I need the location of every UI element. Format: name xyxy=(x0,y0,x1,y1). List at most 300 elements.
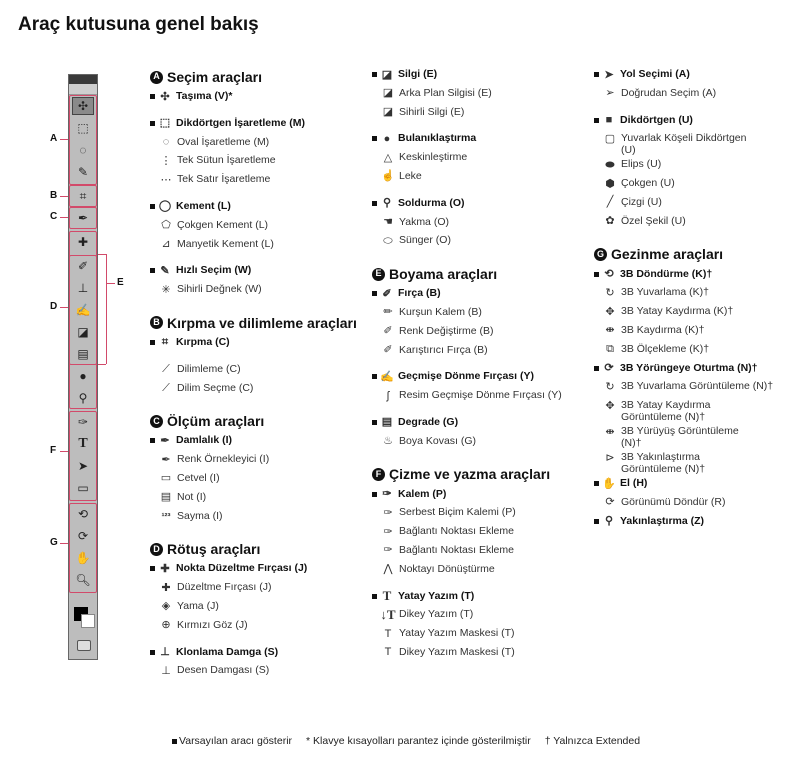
tool-label: Silgi (E) xyxy=(398,68,438,80)
tool-label: Yol Seçimi (A) xyxy=(620,68,690,80)
item-gap xyxy=(150,190,370,198)
tool-item xyxy=(594,341,799,360)
magnetic-lasso-icon: ⊿ xyxy=(161,238,171,251)
default-marker-icon xyxy=(372,420,377,425)
tool-item xyxy=(150,489,370,508)
section-heading xyxy=(150,312,370,334)
group-label-a: A xyxy=(50,133,58,144)
default-tool-item xyxy=(150,115,370,134)
section-letter-badge: E xyxy=(372,268,385,281)
default-tool-item xyxy=(150,644,370,663)
tool-label: Yakınlaştırma (Z) xyxy=(620,514,705,527)
smudge-icon: ☝ xyxy=(381,170,395,183)
tool-label: Karıştırıcı Fırça (B) xyxy=(399,343,488,356)
tool-label: Tek Sütun İşaretleme xyxy=(177,154,276,167)
tool-item xyxy=(594,303,799,322)
group-a-leader xyxy=(60,139,68,140)
background-color-swatch[interactable] xyxy=(81,614,95,628)
sponge-icon: ⬭ xyxy=(383,234,393,247)
eyedropper-tool-icon[interactable]: ✒ xyxy=(77,211,89,225)
default-tool-item xyxy=(372,588,592,607)
tool-item xyxy=(372,168,592,187)
section-gap xyxy=(150,398,370,410)
tool-item xyxy=(150,380,370,399)
type-icon: T xyxy=(382,588,392,604)
section-letter-badge: B xyxy=(150,316,163,329)
tool-item xyxy=(594,284,799,303)
quick-select-tool-icon[interactable]: ✎ xyxy=(77,165,89,179)
patch-icon: ◈ xyxy=(161,600,171,613)
zoom-icon: ⚲ xyxy=(604,515,614,528)
default-tool-item xyxy=(594,475,799,494)
tool-label: 3B Yatay Kaydırma (K)† xyxy=(621,305,734,318)
default-tool-item xyxy=(594,112,799,131)
group-c-outline xyxy=(69,207,97,229)
burn-icon: ☚ xyxy=(383,216,393,229)
section-gap xyxy=(594,232,799,244)
tool-label: Özel Şekil (U) xyxy=(621,214,686,227)
vertical-mask-icon: T xyxy=(384,646,392,659)
section-title: Boyama araçları xyxy=(389,265,498,282)
tool-label: Elips (U) xyxy=(621,158,662,171)
item-gap xyxy=(150,353,370,361)
tool-label: Renk Örnekleyici (I) xyxy=(177,453,270,466)
line-icon: ╱ xyxy=(606,196,614,209)
tool-label: Çokgen (U) xyxy=(621,177,675,190)
count-icon: ¹²³ xyxy=(161,511,171,522)
direct-select-icon: ➢ xyxy=(605,87,615,100)
tool-label: Nokta Düzeltme Fırçası (J) xyxy=(176,562,308,575)
tool-label: Kırpma (C) xyxy=(176,335,230,348)
spot-heal-icon: ✚ xyxy=(160,562,170,575)
default-marker-icon xyxy=(150,340,155,345)
section-heading xyxy=(150,410,370,432)
tool-item xyxy=(372,304,592,323)
path-select-tool-icon[interactable]: ➤ xyxy=(77,459,89,473)
tool-label: Boya Kovası (G) xyxy=(399,434,477,447)
3d-orbit-tool-icon[interactable]: ⟳ xyxy=(77,529,89,543)
tool-label: Sihirli Silgi (E) xyxy=(399,105,465,118)
crop-tool-icon[interactable]: ⌗ xyxy=(79,188,87,203)
default-tool-item xyxy=(594,513,799,532)
tool-label: Not (I) xyxy=(177,490,207,503)
type-tool-icon[interactable]: T xyxy=(78,436,88,451)
default-marker-icon xyxy=(150,204,155,209)
default-tool-item xyxy=(150,432,370,451)
heal-brush-icon: ✚ xyxy=(161,581,171,594)
tool-label: Yuvarlak Köşeli Dikdörtgen (U) xyxy=(621,132,747,157)
tool-label: Yatay Yazım (T) xyxy=(398,589,475,602)
tool-item xyxy=(372,561,592,580)
default-marker-icon xyxy=(372,492,377,497)
column-1 xyxy=(150,66,370,681)
tool-label: Resim Geçmişe Dönme Fırçası (Y) xyxy=(399,389,562,402)
default-marker-icon xyxy=(372,374,377,379)
tool-label: Soldurma (O) xyxy=(398,196,465,209)
3d-scale-icon: ⧉ xyxy=(606,343,614,356)
tool-item xyxy=(594,194,799,213)
tool-label: Desen Damgası (S) xyxy=(177,664,270,677)
tool-item xyxy=(372,644,592,663)
eraser-icon: ◪ xyxy=(381,68,393,81)
lasso-icon: ◯ xyxy=(158,200,172,213)
item-gap xyxy=(372,580,592,588)
brush-icon: ✐ xyxy=(382,287,392,300)
toolbox-header xyxy=(69,75,97,84)
lasso-tool-icon[interactable]: ◌ xyxy=(79,143,87,157)
tool-item xyxy=(372,214,592,233)
footer-extended-note: † Yalnızca Extended xyxy=(544,735,641,747)
group-label-e: E xyxy=(117,277,124,288)
tool-item xyxy=(150,361,370,380)
tool-item xyxy=(594,378,799,397)
section-letter-badge: D xyxy=(150,543,163,556)
tool-item xyxy=(150,579,370,598)
custom-shape-icon: ✿ xyxy=(605,215,615,228)
section-title: Çizme ve yazma araçları xyxy=(389,466,551,483)
default-marker-icon xyxy=(172,739,177,744)
rounded-rect-icon: ▢ xyxy=(604,132,616,145)
tool-item xyxy=(150,171,370,190)
tool-label: 3B Döndürme (K)† xyxy=(620,267,713,280)
default-tool-item xyxy=(150,88,370,107)
default-tool-item xyxy=(150,198,370,217)
default-marker-icon xyxy=(150,650,155,655)
item-gap xyxy=(372,406,592,414)
ellipse-marquee-icon: ◌ xyxy=(162,136,170,149)
section-title: Rötuş araçları xyxy=(167,541,261,557)
section-heading xyxy=(594,244,799,266)
tool-item xyxy=(150,281,370,300)
default-tool-item xyxy=(372,130,592,149)
slice-icon: ⟋ xyxy=(162,363,170,376)
column-3 xyxy=(594,66,799,532)
default-tool-item xyxy=(594,66,799,85)
column-2 xyxy=(372,66,592,663)
convert-point-icon: ⋀ xyxy=(383,563,393,576)
eyedropper-icon: ✒ xyxy=(160,434,170,447)
bg-eraser-icon: ◪ xyxy=(382,87,394,100)
section-letter-badge: F xyxy=(372,468,385,481)
magic-wand-icon: ✳ xyxy=(161,283,171,296)
tool-item xyxy=(150,451,370,470)
toolbox-panel xyxy=(68,74,98,660)
rectangle-icon: ■ xyxy=(605,114,613,127)
add-anchor-icon: ✑ xyxy=(383,525,393,538)
delete-anchor-icon: ✑ xyxy=(383,544,393,557)
group-e-bracket-top xyxy=(98,254,106,255)
tool-label: 3B Yakınlaştırma Görüntüleme (N)† xyxy=(621,451,706,476)
tool-item xyxy=(372,323,592,342)
shape-tool-icon[interactable]: ▭ xyxy=(77,481,89,495)
default-marker-icon xyxy=(594,519,599,524)
mixer-brush-icon: ✐ xyxy=(383,344,393,357)
slice-select-icon: ⟋ xyxy=(162,382,170,395)
section-heading xyxy=(372,263,592,285)
tool-item xyxy=(150,508,370,527)
paint-bucket-icon: ♨ xyxy=(383,435,393,448)
vertical-type-icon: ↓T xyxy=(380,606,396,622)
group-d-leader xyxy=(60,307,68,308)
color-sampler-icon: ✒ xyxy=(161,453,171,466)
tool-item xyxy=(150,662,370,681)
eraser-tool-icon[interactable]: ◪ xyxy=(77,325,89,339)
tool-item xyxy=(372,149,592,168)
default-tool-item xyxy=(150,262,370,281)
tool-label: Çokgen Kement (L) xyxy=(177,218,269,231)
default-marker-icon xyxy=(372,72,377,77)
tool-item xyxy=(372,232,592,251)
3d-pan-view-icon: ✥ xyxy=(605,399,615,412)
default-marker-icon xyxy=(372,201,377,206)
item-gap xyxy=(150,254,370,262)
group-label-g: G xyxy=(50,537,58,548)
ruler-icon: ▭ xyxy=(160,472,172,485)
tool-label: Manyetik Kement (L) xyxy=(177,237,274,250)
tool-item xyxy=(372,542,592,561)
pen-tool-icon[interactable]: ✑ xyxy=(77,415,89,429)
history-brush-icon: ✍ xyxy=(380,370,394,383)
default-tool-item xyxy=(594,360,799,379)
tool-label: Damlalık (I) xyxy=(176,434,233,447)
healing-tool-icon[interactable]: ✚ xyxy=(77,235,89,249)
section-heading xyxy=(372,464,592,486)
tool-label: Kalem (P) xyxy=(398,487,447,500)
footer-default-legend xyxy=(172,735,292,747)
section-letter-badge: G xyxy=(594,248,607,261)
default-marker-icon xyxy=(150,121,155,126)
magic-eraser-icon: ◪ xyxy=(382,106,394,119)
tool-label: Dikey Yazım Maskesi (T) xyxy=(399,645,515,658)
polygon-lasso-icon: ⬠ xyxy=(161,219,171,232)
history-brush-tool-icon[interactable]: ✍ xyxy=(75,303,91,317)
tool-item xyxy=(372,504,592,523)
default-tool-item xyxy=(372,195,592,214)
tool-label: Dilim Seçme (C) xyxy=(177,381,254,394)
3d-orbit-icon: ⟳ xyxy=(604,362,614,375)
default-marker-icon xyxy=(594,366,599,371)
item-gap xyxy=(372,187,592,195)
3d-rotate-tool-icon[interactable]: ⟲ xyxy=(77,507,89,521)
quick-mask-icon[interactable] xyxy=(77,640,91,651)
tool-label: Serbest Biçim Kalemi (P) xyxy=(399,506,516,519)
tool-item xyxy=(594,130,799,156)
section-gap xyxy=(150,526,370,538)
crop-icon: ⌗ xyxy=(161,336,169,349)
zoom-tool-icon[interactable]: 🔍︎ xyxy=(75,573,91,587)
item-gap xyxy=(150,636,370,644)
tool-label: Leke xyxy=(399,169,422,182)
default-tool-item xyxy=(372,285,592,304)
item-gap xyxy=(372,122,592,130)
tool-label: El (H) xyxy=(620,477,648,490)
tool-item xyxy=(594,322,799,341)
default-tool-item xyxy=(594,266,799,285)
item-gap xyxy=(594,104,799,112)
tool-label: Kırmızı Göz (J) xyxy=(177,618,248,631)
section-title: Ölçüm araçları xyxy=(167,413,265,430)
tool-label: Yama (J) xyxy=(177,599,219,612)
tool-label: Fırça (B) xyxy=(398,287,441,300)
rect-marquee-icon: ⬚ xyxy=(159,117,171,130)
group-label-f: F xyxy=(50,445,57,456)
tool-label: 3B Yatay Kaydırma Görüntüleme (N)† xyxy=(621,399,711,424)
move-tool-icon[interactable]: ✣ xyxy=(72,97,94,115)
tool-item xyxy=(372,606,592,625)
tool-label: Dikdörtgen İşaretleme (M) xyxy=(176,116,305,129)
path-select-icon: ➤ xyxy=(604,68,614,81)
tool-label: Yakma (O) xyxy=(399,215,449,228)
tool-item xyxy=(594,85,799,104)
section-title: Gezinme araçları xyxy=(611,246,724,263)
tool-label: Dikey Yazım (T) xyxy=(399,608,474,621)
tool-item xyxy=(372,523,592,542)
tool-item xyxy=(150,617,370,636)
pattern-stamp-icon: ⊥ xyxy=(161,664,171,677)
color-replace-icon: ✐ xyxy=(383,325,393,338)
default-marker-icon xyxy=(150,566,155,571)
3d-roll-icon: ↻ xyxy=(605,286,615,299)
tool-item xyxy=(594,156,799,175)
default-marker-icon xyxy=(594,118,599,123)
tool-label: Keskinleştirme xyxy=(399,151,468,164)
hand-tool-icon[interactable]: ✋ xyxy=(75,551,91,565)
tool-label: Çizgi (U) xyxy=(621,195,662,208)
default-tool-item xyxy=(372,66,592,85)
blur-tool-icon[interactable]: ● xyxy=(79,369,87,383)
tool-label: Dilimleme (C) xyxy=(177,362,241,375)
default-tool-item xyxy=(150,560,370,579)
default-tool-item xyxy=(150,334,370,353)
tool-item xyxy=(372,104,592,123)
section-heading xyxy=(150,538,370,560)
tool-label: 3B Yörüngeye Oturtma (N)† xyxy=(620,361,758,374)
tool-item xyxy=(150,236,370,255)
group-f-outline xyxy=(69,411,97,501)
move-icon: ✣ xyxy=(160,90,170,103)
page-title: Araç kutusuna genel bakış xyxy=(18,14,259,35)
section-title: Kırpma ve dilimleme araçları xyxy=(167,314,357,331)
column-marquee-icon: ⋮ xyxy=(160,154,172,167)
red-eye-icon: ⊕ xyxy=(161,619,171,632)
default-tool-item xyxy=(372,486,592,505)
gradient-tool-icon[interactable]: ▤ xyxy=(77,347,89,361)
section-gap xyxy=(372,452,592,464)
3d-rotate-icon: ⟲ xyxy=(604,268,614,281)
3d-walk-view-icon: ⇼ xyxy=(605,425,615,438)
tool-item xyxy=(150,470,370,489)
tool-label: 3B Yuvarlama Görüntüleme (N)† xyxy=(621,380,774,393)
tool-item xyxy=(372,433,592,452)
default-marker-icon xyxy=(594,481,599,486)
section-gap xyxy=(372,251,592,263)
group-e-bracket xyxy=(106,254,107,364)
default-marker-icon xyxy=(594,272,599,277)
default-marker-icon xyxy=(150,268,155,273)
default-tool-item xyxy=(372,414,592,433)
group-e-outline xyxy=(69,255,97,365)
tool-label: Bulanıklaştırma xyxy=(398,132,477,145)
tool-item xyxy=(150,598,370,617)
tool-item xyxy=(150,134,370,153)
tool-label: Geçmişe Dönme Fırçası (Y) xyxy=(398,370,534,383)
toolbox-grip xyxy=(69,84,97,95)
quick-select-icon: ✎ xyxy=(160,264,170,277)
tool-label: Hızlı Seçim (W) xyxy=(176,264,252,277)
group-g-outline xyxy=(69,503,97,593)
section-letter-badge: C xyxy=(150,415,163,428)
default-marker-icon xyxy=(372,594,377,599)
tool-label: Bağlantı Noktası Ekleme xyxy=(399,543,514,556)
tool-item xyxy=(594,494,799,513)
section-gap xyxy=(150,300,370,312)
group-b-outline xyxy=(69,185,97,207)
tool-label: Tek Satır İşaretleme xyxy=(177,173,271,186)
group-label-c: C xyxy=(50,211,58,222)
tool-label: 3B Kaydırma (K)† xyxy=(621,323,705,336)
tool-item xyxy=(594,397,799,423)
clone-stamp-icon: ⊥ xyxy=(160,646,170,659)
section-heading xyxy=(150,66,370,88)
sharpen-icon: △ xyxy=(383,151,393,164)
tool-label: 3B Yuvarlama (K)† xyxy=(621,286,709,299)
hand-icon: ✋ xyxy=(602,477,616,490)
tool-label: Kement (L) xyxy=(176,199,231,212)
default-marker-icon xyxy=(372,136,377,141)
default-marker-icon xyxy=(150,438,155,443)
stamp-tool-icon[interactable]: ⊥ xyxy=(77,281,89,295)
marquee-tool-icon[interactable]: ⬚ xyxy=(77,121,89,135)
tool-label: 3B Ölçekleme (K)† xyxy=(621,342,710,355)
3d-slide-icon: ⇼ xyxy=(605,324,615,337)
tool-label: Taşıma (V)* xyxy=(176,90,233,102)
brush-tool-icon[interactable]: ✐ xyxy=(77,259,89,273)
tool-item xyxy=(594,213,799,232)
rotate-view-icon: ⟳ xyxy=(605,496,615,509)
pen-icon: ✑ xyxy=(382,488,392,501)
tool-label: Sayma (I) xyxy=(177,509,223,522)
tool-label: Cetvel (I) xyxy=(177,471,220,484)
item-gap xyxy=(150,107,370,115)
footer-shortcut-note: * Klavye kısayolları parantez içinde gösterilmiştir xyxy=(306,735,531,747)
dodge-tool-icon[interactable]: ⚲ xyxy=(78,391,88,405)
3d-zoom-view-icon: ⊳ xyxy=(605,451,615,464)
item-gap xyxy=(372,360,592,368)
tool-label: Noktayı Dönüştürme xyxy=(399,562,495,575)
footer-default-note: Varsayılan aracı gösterir xyxy=(179,735,293,747)
tool-label: Düzeltme Fırçası (J) xyxy=(177,581,272,594)
tool-label: Sünger (O) xyxy=(399,234,451,247)
type-mask-icon: T xyxy=(384,627,392,640)
default-tool-item xyxy=(372,368,592,387)
tool-label: 3B Yürüyüş Görüntüleme (N)† xyxy=(621,425,739,450)
tool-item xyxy=(372,85,592,104)
tool-label: Doğrudan Seçim (A) xyxy=(621,86,717,99)
tool-label: Oval İşaretleme (M) xyxy=(177,135,270,148)
default-marker-icon xyxy=(150,94,155,99)
tool-item xyxy=(594,175,799,194)
default-marker-icon xyxy=(594,72,599,77)
tool-item xyxy=(372,342,592,361)
polygon-icon: ⬢ xyxy=(605,177,615,190)
section-title: Seçim araçları xyxy=(167,68,262,85)
group-label-d: D xyxy=(50,301,58,312)
blur-icon: ● xyxy=(383,132,391,145)
row-marquee-icon: ⋯ xyxy=(160,173,172,186)
tool-item xyxy=(372,625,592,644)
tool-item xyxy=(594,423,799,449)
group-label-b: B xyxy=(50,190,58,201)
